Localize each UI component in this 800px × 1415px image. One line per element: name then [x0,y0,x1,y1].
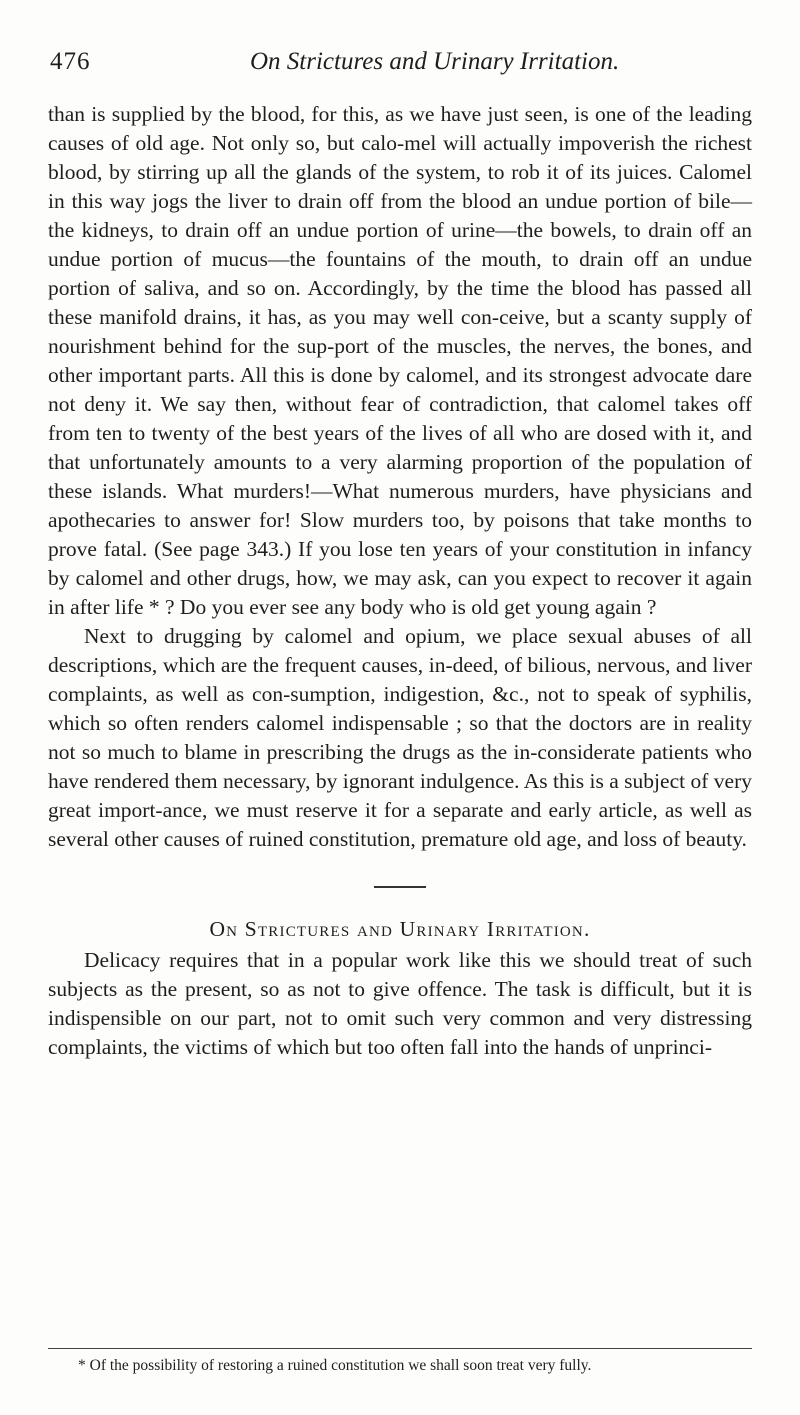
section-heading: On Strictures and Urinary Irritation. [209,917,591,941]
footnote-divider [48,1348,752,1349]
section-divider [374,886,426,888]
paragraph-1: than is supplied by the blood, for this, as we have just seen, is one of the leading causes of old age. Not only so, but calo-mel will actually impoverish the richest blood, by stirring up all the glands of the system, to rob it of its juices. Calomel in this way jogs the liver to drain off from the blood an undue portion of bile—the kidneys, to drain off an undue portion of urine—the bowels, to drain off an undue portion of mucus—the fountains of the mouth, to drain off an undue portion of saliva, and so on. Accordingly, by the time the blood has passed all these manifold drains, it has, as you may well con-ceive, but a scanty supply of nourishment behind for the sup-port of the muscles, the nerves, the bones, and other important parts. All this is done by calomel, and its strongest advocate dare not deny it. We say then, without fear of contradiction, that calomel takes off from ten to twenty of the best years of the lives of all who are dosed with it, and that unfortunately amounts to a very alarming proportion of the population of these islands. What murders!—What numerous murders, have physicians and apothecaries to answer for! Slow murders too, by poisons that take months to prove fatal. (See page 343.) If you lose ten years of your constitution in infancy by calomel and other drugs, how, we may ask, can you expect to recover it again in after life * ? Do you ever see any body who is old get young again ? [48,102,752,619]
body-text [48,100,752,1062]
paragraph-3: Delicacy requires that in a popular work like this we should treat of such subjects as the present, so as not to give offence. The task is difficult, but it is indispensible on our part, not to omit such very common and very distressing complaints, the victims of which but too often fall into the hands of unprinci- [48,948,752,1059]
running-head [50,48,750,88]
running-head-title: On Strictures and Urinary Irritation. [250,48,620,75]
page-number: 476 [50,48,91,75]
paragraph-2: Next to drugging by calomel and opium, we place sexual abuses of all descriptions, which are the frequent causes, in-deed, of bilious, nervous, and liver complaints, as well as con-sumption, indigestion, &c., not to speak of syphilis, which so often renders calomel indispensable ; so that the doctors are in reality not so much to blame in prescribing the drugs as the in-considerate patients who have rendered them necessary, by ignorant indulgence. As this is a subject of very great import-ance, we must reserve it for a separate and early article, as well as several other causes of ruined constitution, premature old age, and loss of beauty. [48,624,752,851]
footnote: * Of the possibility of restoring a ruined constitution we shall soon treat very fully. [78,1357,592,1374]
